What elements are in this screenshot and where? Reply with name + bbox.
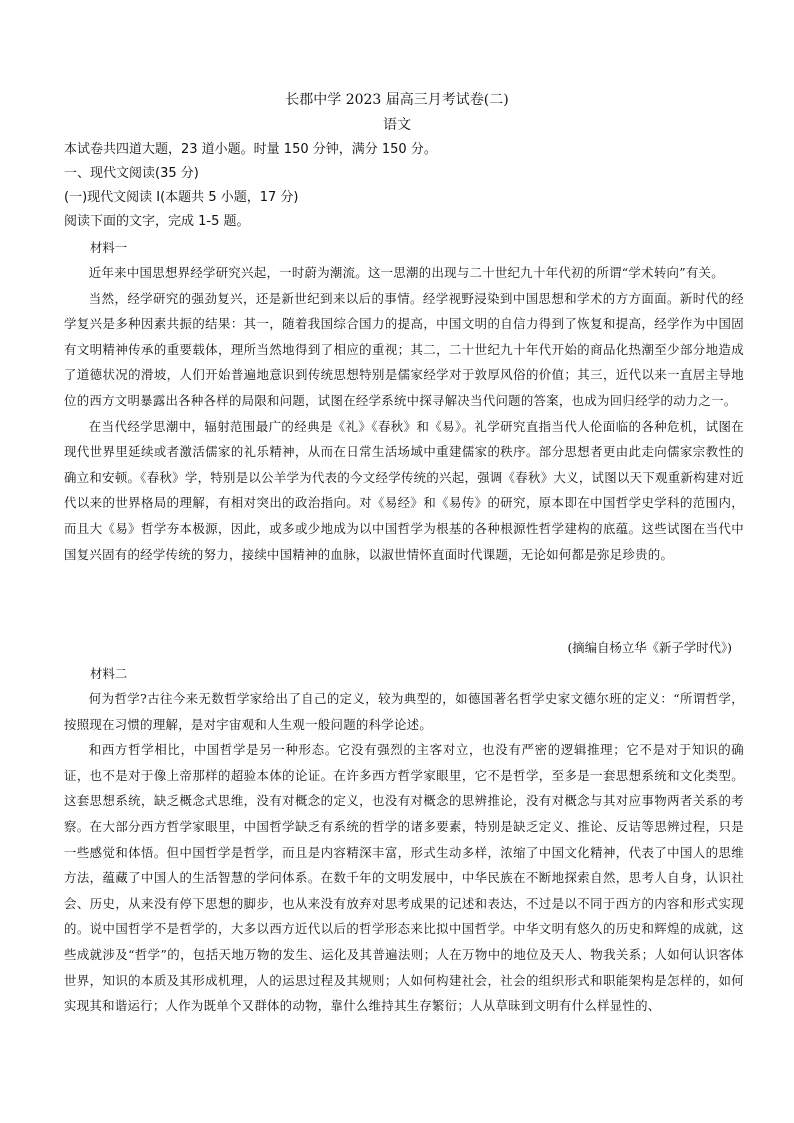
material-1-body: [64, 260, 744, 567]
exam-subject: 语文: [383, 117, 411, 133]
reading-directive: 阅读下面的文字，完成 1-5 题。: [64, 214, 250, 229]
material-1-paragraph: 当然，经学研究的强劲复兴，还是新世纪到来以后的事情。经学视野浸染到中国思想和学术的方方面面。新时代的经学复兴是多种因素共振的结果：其一，随着我国综合国力的提高，中国文明的自信力得到了恢复和提高，经学作为中国固有文明精神传承的重要载体，理所当然地得到了相应的重视；其二，二十世纪九十年代开始的商品化热潮至少部分地造成了道德状况的滑坡，人们开始普遍地意识到传统思想特别是儒家经学对于敦厚风俗的价值；其三，近代以来一直居主导地位的西方文明暴露出各种各样的局限和问题，试图在经学系统中探寻解决当代问题的答案，也成为回归经学的动力之一。: [64, 290, 744, 408]
material-1-label: 材料一: [90, 240, 128, 255]
material-1-paragraph: 在当代经学思潮中，辐射范围最广的经典是《礼》《春秋》和《易》。礼学研究直指当代人伦面临的各种危机，试图在现代世界里延续或者激活儒家的礼乐精神，从而在日常生活场域中重建儒家的秩序。部分思想者更由此走向儒家宗教性的确立和安顿。《春秋》学，特别是以公羊学为代表的今文经学传统的兴起，强调《春秋》大义，试图以天下观重新构建对近代以来的世界格局的理解，有相对突出的政治指向。对《易经》和《易传》的研究，原本即在中国哲学史学科的范围内，而且大《易》哲学夯本极源，因此，或多或少地成为以中国哲学为根基的各种根源性哲学建构的底蕴。这些试图在当代中国复兴固有的经学传统的努力，接续中国精神的血脉，以淑世情怀直面时代课题，无论如何都是弥足珍贵的。: [64, 418, 744, 562]
section-heading: 一、现代文阅读(35 分): [64, 166, 199, 181]
material-2-label: 材料二: [90, 666, 128, 681]
material-1-paragraph: 近年来中国思想界经学研究兴起，一时蔚为潮流。这一思潮的出现与二十世纪九十年代初的所谓“学术转向”有关。: [88, 265, 724, 280]
material-2-body: [64, 686, 744, 1019]
material-1-source: (摘编自杨立华《新子学时代》): [567, 640, 732, 655]
exam-overview: 本试卷共四道大题，23 道小题。时量 150 分钟，满分 150 分。: [64, 142, 437, 157]
subsection-heading: (一)现代文阅读 I(本题共 5 小题，17 分): [64, 190, 299, 205]
exam-title: 长郡中学 2023 届高三月考试卷(二): [285, 92, 509, 108]
material-2-paragraph: 何为哲学?古往今来无数哲学家给出了自己的定义，较为典型的，如德国著名哲学史家文德尔班的定义：“所谓哲学，按照现在习惯的理解，是对宇宙观和人生观一般问题的科学论述。: [64, 691, 744, 732]
material-2-paragraph: 和西方哲学相比，中国哲学是另一种形态。它没有强烈的主客对立，也没有严密的逻辑推理；它不是对于知识的确证，也不是对于像上帝那样的超验本体的论证。在许多西方哲学家眼里，它不是哲学，至多是一套思想系统和文化类型。这套思想系统，缺乏概念式思维，没有对概念的定义，也没有对概念的思辨推论，没有对概念与其对应事物两者关系的考察。在大部分西方哲学家眼里，中国哲学缺乏有系统的哲学的诸多要素，特别是缺乏定义、推论、反诘等思辨过程，只是一些感觉和体悟。但中国哲学是哲学，而且是内容精深丰富，形式生动多样，浓缩了中国文化精神，代表了中国人的思维方法，蕴藏了中国人的生活智慧的学问体系。在数千年的文明发展中，中华民族在不断地探索自然，思考人自身，认识社会、历史，从来没有停下思想的脚步，也从来没有放弃对思考成果的记述和表达，不过是以不同于西方的内容和形式实现的。说中国哲学不是哲学的，大多以西方近代以后的哲学形态来比拟中国哲学。中华文明有悠久的历史和辉煌的成就，这些成就涉及“哲学”的，包括天地万物的发生、运化及其普遍法则；人在万物中的地位及天人、物我关系；人如何认识客体世界，知识的本质及其形成机理，人的运思过程及其规则；人如何构建社会，社会的组织形式和职能架构是怎样的，如何实现其和谐运行；人作为既单个又群体的动物，靠什么维持其生存繁衍；人从草昧到文明有什么样显性的、: [64, 742, 744, 1014]
